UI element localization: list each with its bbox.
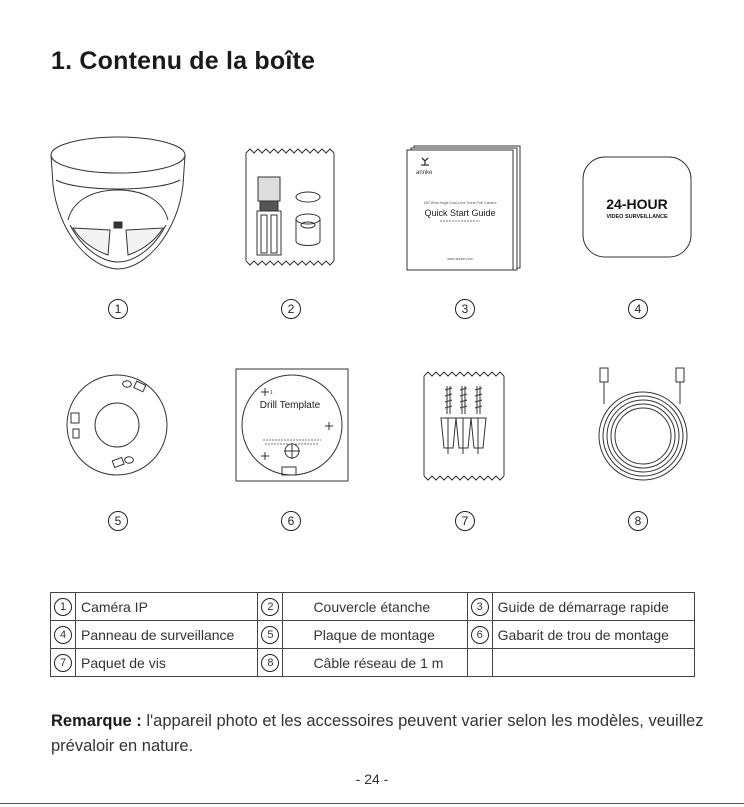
waterproof-cover-icon bbox=[243, 145, 338, 267]
item-number: 4 bbox=[628, 299, 648, 319]
item-number: 2 bbox=[261, 598, 279, 616]
item-number: 5 bbox=[261, 626, 279, 644]
contents-table bbox=[50, 592, 695, 677]
empty-cell bbox=[492, 649, 694, 677]
page-number: - 24 - bbox=[355, 771, 389, 787]
item-label: Plaque de montage bbox=[283, 621, 467, 649]
item-number: 6 bbox=[471, 626, 489, 644]
template-mark: 1 bbox=[270, 390, 273, 396]
item-number: 7 bbox=[54, 654, 72, 672]
dome-camera-icon bbox=[48, 130, 188, 275]
table-row bbox=[51, 593, 695, 621]
guide-website: www.annke.com bbox=[447, 257, 473, 261]
item-label: Gabarit de trou de montage bbox=[492, 621, 694, 649]
drill-template-icon bbox=[235, 368, 350, 483]
page-title: 1. Contenu de la boîte bbox=[51, 47, 316, 75]
remark bbox=[51, 709, 711, 759]
item-number: 6 bbox=[281, 511, 301, 531]
item-number: 7 bbox=[455, 511, 475, 531]
template-title: Drill Template bbox=[259, 400, 321, 411]
table-row bbox=[51, 621, 695, 649]
item-label: Paquet de vis bbox=[76, 649, 258, 677]
item-number: 1 bbox=[54, 598, 72, 616]
item-label: Caméra IP bbox=[76, 593, 258, 621]
bottom-divider bbox=[0, 803, 744, 804]
network-cable-icon bbox=[591, 364, 696, 484]
guide-title: Quick Start Guide bbox=[424, 208, 496, 218]
mounting-plate-icon bbox=[65, 373, 171, 479]
item-number: 8 bbox=[261, 654, 279, 672]
item-label: Câble réseau de 1 m bbox=[283, 649, 467, 677]
remark-text: l'appareil photo et les accessoires peuvent varier selon les modèles, veuillez prévaloir en nature. bbox=[51, 712, 704, 755]
item-number: 3 bbox=[455, 299, 475, 319]
guide-brand: annke bbox=[416, 170, 433, 176]
item-label: Couvercle étanche bbox=[283, 593, 467, 621]
screw-pack-icon bbox=[421, 366, 507, 484]
item-label: Panneau de surveillance bbox=[76, 621, 258, 649]
item-number: 4 bbox=[54, 626, 72, 644]
item-number: 8 bbox=[628, 511, 648, 531]
surveillance-sign-icon bbox=[581, 155, 693, 259]
item-number: 3 bbox=[471, 598, 489, 616]
guide-subtitle: 180°Wide Angle Dual-Lens Turret PoE Camera bbox=[423, 201, 497, 205]
item-number: 2 bbox=[281, 299, 301, 319]
item-label: Guide de démarrage rapide bbox=[492, 593, 694, 621]
remark-label: Remarque : bbox=[51, 712, 142, 730]
item-number: 1 bbox=[108, 299, 128, 319]
sign-small-text: VIDEO SURVEILLANCE bbox=[606, 214, 668, 220]
table-row bbox=[51, 649, 695, 677]
sign-big-text: 24-HOUR bbox=[606, 196, 668, 212]
quick-start-guide-icon bbox=[404, 144, 526, 272]
item-number: 5 bbox=[108, 511, 128, 531]
empty-cell bbox=[467, 649, 492, 677]
